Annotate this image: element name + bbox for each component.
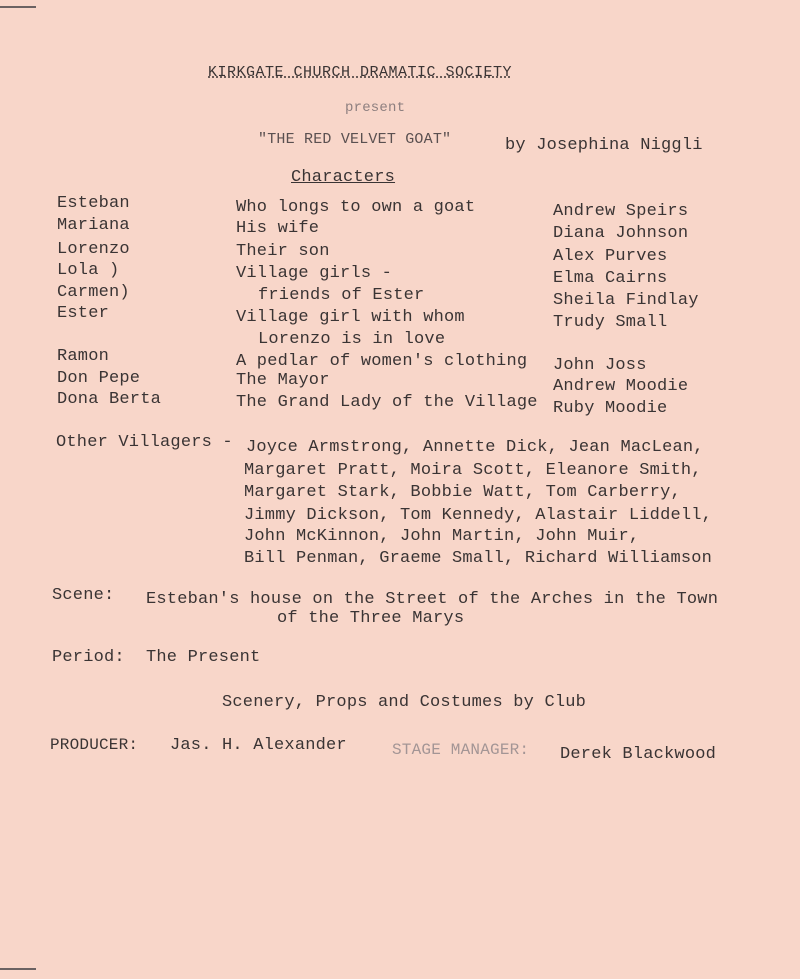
cast-description: A pedlar of women's clothing xyxy=(236,352,528,371)
villagers-line: Jimmy Dickson, Tom Kennedy, Alastair Liddell, xyxy=(244,506,713,525)
cast-actor: Sheila Findlay xyxy=(553,291,699,310)
cast-actor: Ruby Moodie xyxy=(553,399,668,418)
cast-description: Village girls - xyxy=(236,264,393,283)
cast-role: Mariana xyxy=(57,216,130,235)
stage-manager-name: Derek Blackwood xyxy=(560,745,717,764)
cast-role: Ester xyxy=(57,304,110,323)
cast-actor: Alex Purves xyxy=(553,247,668,266)
cast-role: Lola ) xyxy=(57,261,120,280)
cast-actor: John Joss xyxy=(553,356,647,375)
cast-description: Lorenzo is in love xyxy=(258,330,446,349)
cast-role: Esteban xyxy=(57,194,130,213)
play-author: by Josephina Niggli xyxy=(505,136,703,155)
present-text: present xyxy=(345,100,406,116)
play-title: "THE RED VELVET GOAT" xyxy=(258,131,452,148)
cast-actor: Diana Johnson xyxy=(553,224,689,243)
period-value: The Present xyxy=(146,648,261,667)
binding-mark-top xyxy=(0,6,36,8)
producer-label: PRODUCER: xyxy=(50,736,139,754)
cast-actor: Andrew Speirs xyxy=(553,202,689,221)
cast-actor: Andrew Moodie xyxy=(553,377,689,396)
society-name: KIRKGATE CHURCH DRAMATIC SOCIETY xyxy=(208,64,513,81)
cast-role: Lorenzo xyxy=(57,240,130,259)
cast-description: friends of Ester xyxy=(258,286,425,305)
scene-label: Scene: xyxy=(52,586,115,605)
villagers-line: Joyce Armstrong, Annette Dick, Jean MacLean, xyxy=(246,438,704,457)
cast-description: Village girl with whom xyxy=(236,308,465,327)
cast-description: The Mayor xyxy=(236,371,330,390)
scenery-credit: Scenery, Props and Costumes by Club xyxy=(222,693,587,712)
cast-role: Carmen) xyxy=(57,283,130,302)
period-label: Period: xyxy=(52,648,125,667)
cast-role: Dona Berta xyxy=(57,390,162,409)
cast-actor: Elma Cairns xyxy=(553,269,668,288)
villagers-line: Bill Penman, Graeme Small, Richard Williamson xyxy=(244,549,713,568)
villagers-line: John McKinnon, John Martin, John Muir, xyxy=(244,527,640,546)
cast-actor: Trudy Small xyxy=(553,313,668,332)
cast-description: His wife xyxy=(236,219,320,238)
scene-line: Esteban's house on the Street of the Arches in the Town xyxy=(146,590,719,609)
scene-line: of the Three Marys xyxy=(277,609,465,628)
villagers-line: Margaret Pratt, Moira Scott, Eleanore Smith, xyxy=(244,461,702,480)
stage-manager-label: STAGE MANAGER: xyxy=(392,741,530,759)
producer-name: Jas. H. Alexander xyxy=(170,736,347,755)
cast-role: Don Pepe xyxy=(57,369,141,388)
villagers-line: Margaret Stark, Bobbie Watt, Tom Carberry, xyxy=(244,483,681,502)
cast-role: Ramon xyxy=(57,347,110,366)
cast-description: The Grand Lady of the Village xyxy=(236,393,538,412)
cast-description: Who longs to own a goat xyxy=(236,198,476,217)
binding-mark-bottom xyxy=(0,968,36,970)
villagers-label: Other Villagers - xyxy=(56,433,233,452)
characters-heading: Characters xyxy=(291,168,396,187)
cast-description: Their son xyxy=(236,242,330,261)
